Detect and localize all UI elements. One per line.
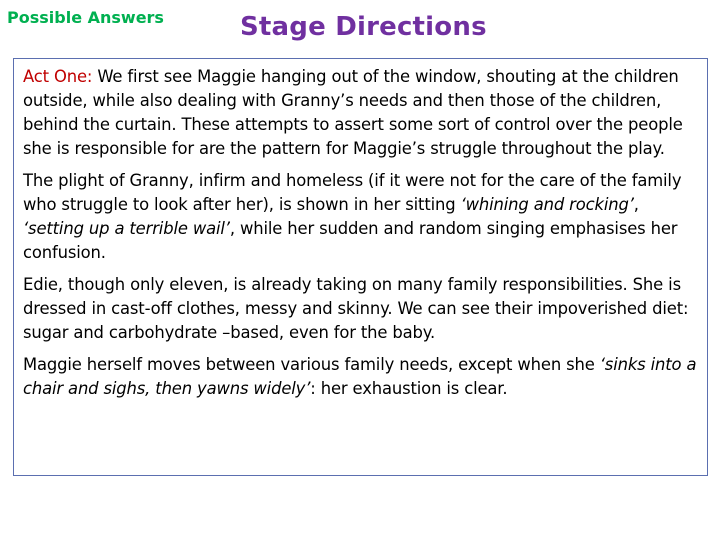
paragraph-granny-text-a: The plight of Granny, infirm and homeless (if it were not for the care of the family who struggle to look after her), is shown in her sitting bbox=[23, 171, 682, 214]
answer-text-box bbox=[13, 58, 708, 476]
paragraph-maggie bbox=[23, 353, 699, 401]
paragraph-granny bbox=[23, 169, 699, 265]
paragraph-act-one-text: We first see Maggie hanging out of the window, shouting at the children outside, while also dealing with Granny’s needs and then those of the children, behind the curtain. These attempts to assert some sort of control over the people she is responsible for are the pattern for Maggie’s struggle throughout the play. bbox=[23, 67, 683, 158]
quote-whining-and-rocking: ‘whining and rocking’ bbox=[460, 195, 634, 214]
page-title: Stage Directions bbox=[240, 12, 487, 42]
possible-answers-label: Possible Answers bbox=[7, 8, 164, 27]
paragraph-edie: Edie, though only eleven, is already taking on many family responsibilities. She is dressed in cast-off clothes, messy and skinny. We can see their impoverished diet: sugar and carbohydrate –based, even for the baby. bbox=[23, 275, 689, 342]
act-one-label: Act One: bbox=[23, 67, 93, 86]
paragraph-granny-text-b: , bbox=[633, 195, 639, 214]
paragraph-maggie-text-b: : her exhaustion is clear. bbox=[310, 379, 508, 398]
quote-terrible-wail: ‘setting up a terrible wail’ bbox=[23, 219, 230, 238]
paragraph-act-one bbox=[23, 65, 699, 161]
paragraph-granny-text-c: , while her sudden and random singing emphasises her confusion. bbox=[23, 219, 678, 262]
paragraph-maggie-text-a: Maggie herself moves between various family needs, except when she bbox=[23, 355, 600, 374]
quote-sinks-into-chair: ‘sinks into a chair and sighs, then yawns widely’ bbox=[23, 355, 697, 398]
